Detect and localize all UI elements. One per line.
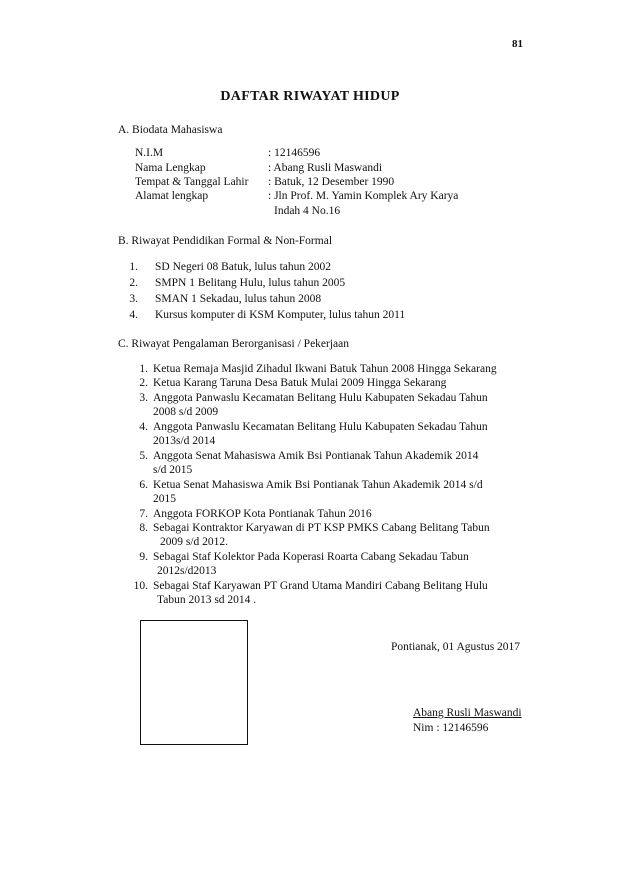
exp-item-cont: 2008 s/d 2009 [153, 406, 219, 418]
bio-label-name: Nama Lengkap [135, 162, 206, 174]
section-c-heading: C. Riwayat Pengalaman Berorganisasi / Pekerjaan [118, 338, 350, 350]
exp-num: 10. [133, 580, 148, 592]
edu-num: 4. [129, 309, 138, 321]
edu-num: 1. [129, 261, 138, 273]
section-a-heading: A. Biodata Mahasiswa [118, 124, 223, 136]
edu-item: SMPN 1 Belitang Hulu, lulus tahun 2005 [155, 277, 346, 289]
page-number: 81 [512, 38, 523, 50]
exp-item-cont: 2015 [153, 493, 176, 505]
edu-num: 3. [129, 293, 138, 305]
exp-num: 8. [139, 522, 148, 534]
bio-value-nim: : 12146596 [268, 147, 321, 159]
exp-num: 7. [139, 508, 148, 520]
exp-item-cont: s/d 2015 [153, 464, 193, 476]
bio-label-address: Alamat lengkap [135, 190, 209, 202]
exp-num: 1. [139, 363, 148, 375]
exp-num: 6. [139, 479, 148, 491]
edu-item: SMAN 1 Sekadau, lulus tahun 2008 [155, 293, 322, 305]
exp-num: 2. [139, 377, 148, 389]
bio-value-address-cont: Indah 4 No.16 [274, 205, 341, 217]
exp-item: Anggota Panwaslu Kecamatan Belitang Hulu Kabupaten Sekadau Tahun [153, 392, 488, 404]
edu-item: Kursus komputer di KSM Komputer, lulus tahun 2011 [155, 309, 406, 321]
section-b-heading: B. Riwayat Pendidikan Formal & Non-Formal [118, 235, 333, 247]
exp-item: Ketua Remaja Masjid Zihadul Ikwani Batuk Tahun 2008 Hingga Sekarang [153, 363, 497, 375]
exp-num: 4. [139, 421, 148, 433]
exp-item-cont: 2013s/d 2014 [153, 435, 216, 447]
bio-label-birth: Tempat & Tanggal Lahir [135, 176, 249, 188]
edu-item: SD Negeri 08 Batuk, lulus tahun 2002 [155, 261, 331, 273]
bio-value-name: : Abang Rusli Maswandi [268, 162, 383, 174]
document-title: DAFTAR RIWAYAT HIDUP [220, 89, 400, 104]
exp-num: 3. [139, 392, 148, 404]
exp-item-cont: 2009 s/d 2012. [160, 536, 229, 548]
exp-item: Sebagai Staf Kolektor Pada Koperasi Roarta Cabang Sekadau Tabun [153, 551, 469, 563]
edu-num: 2. [129, 277, 138, 289]
exp-item: Ketua Karang Taruna Desa Batuk Mulai 2009 Hingga Sekarang [153, 377, 447, 389]
exp-num: 5. [139, 450, 148, 462]
exp-item: Anggota Senat Mahasiswa Amik Bsi Pontianak Tahun Akademik 2014 [153, 450, 479, 462]
exp-item-cont: Tabun 2013 sd 2014 . [157, 594, 257, 606]
exp-item: Ketua Senat Mahasiswa Amik Bsi Pontianak Tahun Akademik 2014 s/d [153, 479, 483, 491]
bio-value-birth: : Batuk, 12 Desember 1990 [268, 176, 395, 188]
signature-name: Abang Rusli Maswandi [413, 707, 522, 719]
exp-num: 9. [139, 551, 148, 563]
exp-item: Anggota FORKOP Kota Pontianak Tahun 2016 [153, 508, 372, 520]
bio-label-nim: N.I.M [135, 147, 164, 159]
signature-nim: Nim : 12146596 [413, 722, 489, 734]
bio-value-address: : Jln Prof. M. Yamin Komplek Ary Karya [268, 190, 459, 202]
photo-placeholder [140, 620, 248, 745]
exp-item: Sebagai Staf Karyawan PT Grand Utama Mandiri Cabang Belitang Hulu [153, 580, 488, 592]
exp-item: Anggota Panwaslu Kecamatan Belitang Hulu Kabupaten Sekadau Tahun [153, 421, 488, 433]
signature-place-date: Pontianak, 01 Agustus 2017 [391, 641, 521, 653]
exp-item-cont: 2012s/d2013 [157, 565, 217, 577]
exp-item: Sebagai Kontraktor Karyawan di PT KSP PMKS Cabang Belitang Tabun [153, 522, 490, 534]
